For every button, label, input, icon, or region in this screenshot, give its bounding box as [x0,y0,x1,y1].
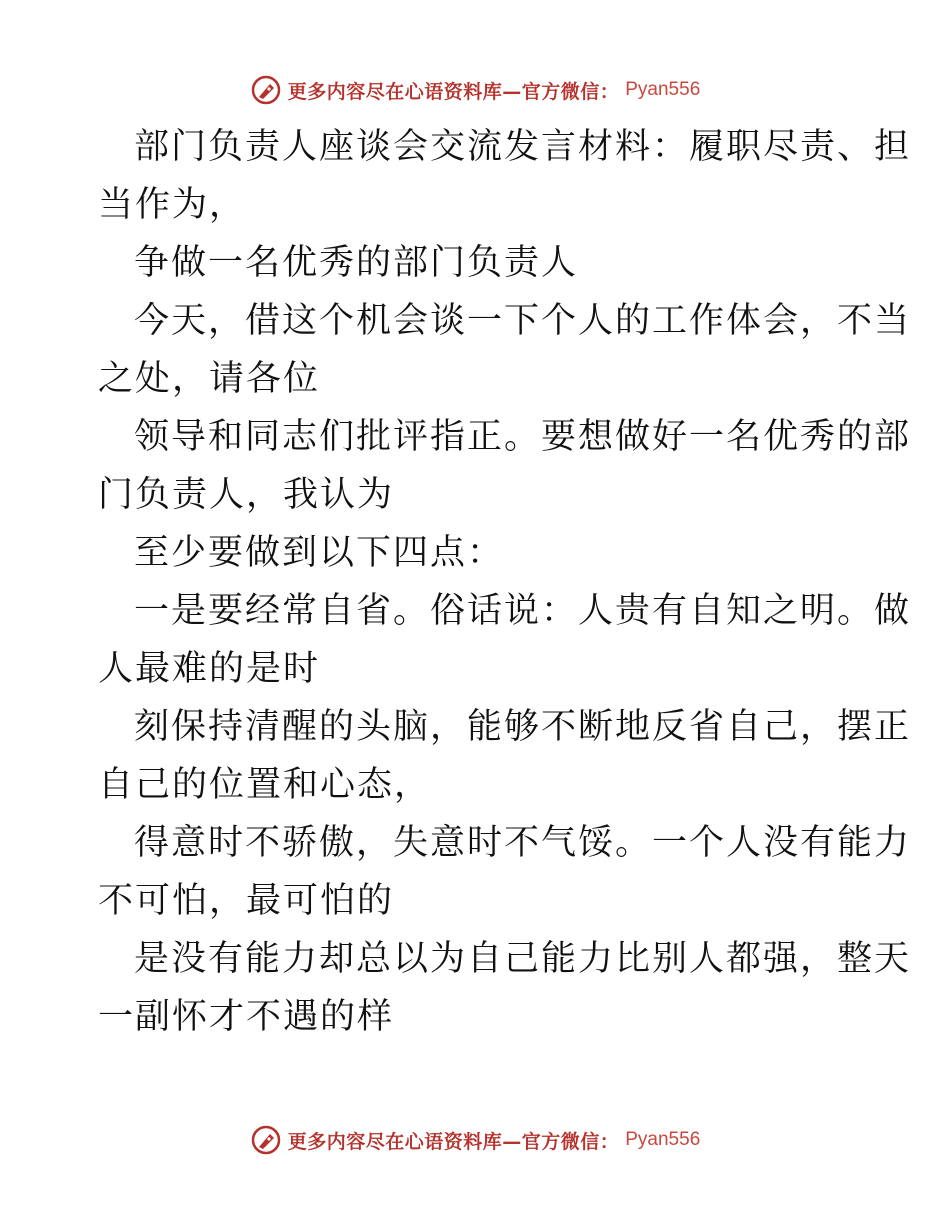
pen-nib-logo-icon [250,1124,282,1156]
text-line: 领导和同志们批评指正。要想做好一名优秀的部 [134,417,912,457]
text-line: 一副怀才不遇的样 [98,997,395,1037]
text-line: 今天，借这个机会谈一下个人的工作体会，不当 [134,301,912,341]
text-line: 当作为， [98,185,247,225]
text-line: 一是要经常自省。俗话说：人贵有自知之明。做 [134,591,912,631]
text-line: 门负责人，我认为 [98,475,395,515]
text-line: 不可怕，最可怕的 [98,881,395,921]
text-line: 人最难的是时 [98,649,321,689]
text-line: 争做一名优秀的部门负责人 [134,243,579,283]
text-line: 至少要做到以下四点： [134,533,505,573]
document-body [98,118,912,1046]
header-wechat-id: Pyan556 [625,79,701,100]
footer-banner [0,1120,950,1160]
text-line: 自己的位置和心态， [98,765,432,805]
footer-banner-text: 更多内容尽在心语资料库—官方微信： [287,1130,620,1153]
text-line: 部门负责人座谈会交流发言材料：履职尽责、担 [134,127,912,167]
text-line: 刻保持清醒的头脑，能够不断地反省自己，摆正 [134,707,912,747]
text-line: 是没有能力却总以为自己能力比别人都强，整天 [134,939,912,979]
pen-nib-logo-icon [250,74,282,106]
header-banner [0,70,950,110]
text-line: 得意时不骄傲，失意时不气馁。一个人没有能力 [134,823,912,863]
text-line: 之处，请各位 [98,359,321,399]
header-banner-text: 更多内容尽在心语资料库—官方微信： [287,80,620,103]
footer-wechat-id: Pyan556 [625,1129,701,1150]
